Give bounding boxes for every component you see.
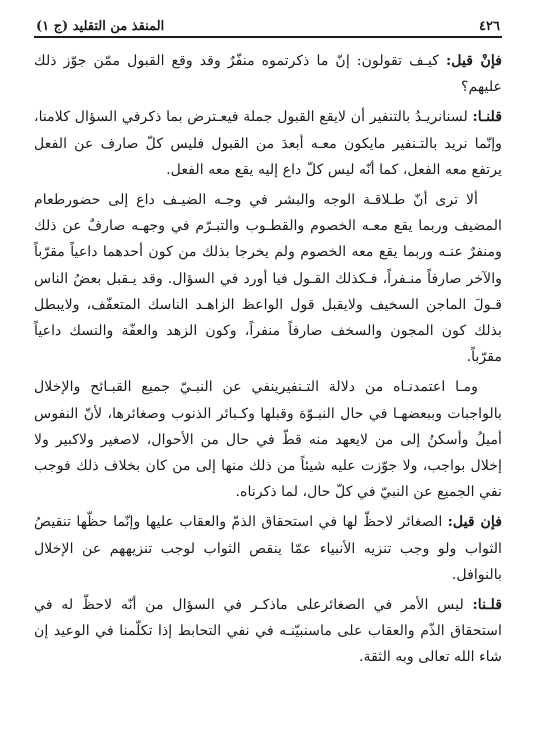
paragraph-text: ليس الأمر في الصغائرعلى ماذكـر في السؤال من أنّه لاحظّ له في استحقاق الذّم والعقاب على ماسنبيّنـه في نفي التحابط إذا تكلّمنا في الوعيد إن شاء الله تعالى وبه الثقة. bbox=[34, 597, 502, 666]
paragraph-lead: قلـنا: bbox=[472, 597, 502, 614]
page-number: ٤٢٦ bbox=[479, 19, 500, 34]
paragraph-text: الصغائر لاحظّ لها في استحقاق الذمّ والعقاب عليها وإنّما حظّها تنقيصُ الثواب ولو وجب تنزيه الأنبياء عمّا ينقص الثواب لوجب تنزيههم عن الإخلال بالنوافل. bbox=[34, 514, 502, 583]
book-page bbox=[34, 14, 502, 675]
paragraph-objection-1 bbox=[34, 48, 502, 100]
paragraph-text: ومـا اعتمدنـاه من دلالة التـنفيرينفي عن النبـيّ جميع القبـائح والإخلال بالواجبات وببعضهـا في حال النبـوّة وقبلها وكـبائر الذنوب وصغائرها، لأنّ النفوس أميلُ وأسكنُ إلى من لايعهد منه قطّ في حال من الأحوال، لاصغير ولاكبير ولا إخلال بواجب، ولا جوّزت عليه شيئاً من ذلك منها إلى من كان بخلاف ذلك فوجب نفي الجميع عن النبيّ في كلّ حال، لما ذكرناه. bbox=[34, 379, 502, 501]
paragraph-reply-1 bbox=[34, 104, 502, 183]
paragraph-text: لسنانريـدُ بالتنفير أن لايقع القبول جملة فيعـترض بما ذكرفي السؤال كلامنا، وإنّما نريد بالتـنفير مايكون معـه أبعدَ من القبول فليس كلّ صارف عن الفعل يرتفع معه الفعل، كما أنّه ليس كلّ داع إليه يقع معه الفعل. bbox=[34, 109, 502, 178]
paragraph-lead: فإن قيل: bbox=[447, 514, 502, 531]
page-body bbox=[34, 48, 502, 671]
paragraph-text: ألا ترى أنّ طـلاقـة الوجه والبشر في وجـه الضيـف داع إلى حضورطعام المضيف وربما يقع معـه الخصوم والقطـوب والتبـرّم في وجهـه صارفٌ عن ذلك ومنفرٌ عنـه وربما يقع معه الخصوم ولم يخرجا بذلك من كون أحدهما داعياً مقرّباً والآخر صارفاً منـفراً، فـكذلك القـول فيا أورد في السؤال. وقد يـقبل بعضُ الناس قـولَ الماجن السخيف ولايقبل قول الواعظ الزاهـد الناسك المتعفّف، ولايبطل بذلك كون المجون والسخف صارفاً منفراً، وكون الزهد والعفّة والنسك داعياً مقرّباً. bbox=[34, 192, 502, 366]
paragraph-argument bbox=[34, 374, 502, 505]
header-rule bbox=[34, 36, 502, 38]
paragraph-lead: قلنـا: bbox=[472, 109, 502, 126]
paragraph-text: كيـف تقولون: إنّ ما ذكرتموه منفّرٌ وقد وقع القبول ممّن جوّز ذلك عليهم؟ bbox=[34, 53, 502, 96]
running-header bbox=[34, 14, 502, 36]
paragraph-reply-2 bbox=[34, 592, 502, 671]
running-title: المنقذ من التقليد (ج ١) bbox=[36, 19, 165, 34]
paragraph-objection-2 bbox=[34, 509, 502, 588]
paragraph-example bbox=[34, 187, 502, 370]
paragraph-lead: فإنْ قيل: bbox=[446, 53, 503, 69]
